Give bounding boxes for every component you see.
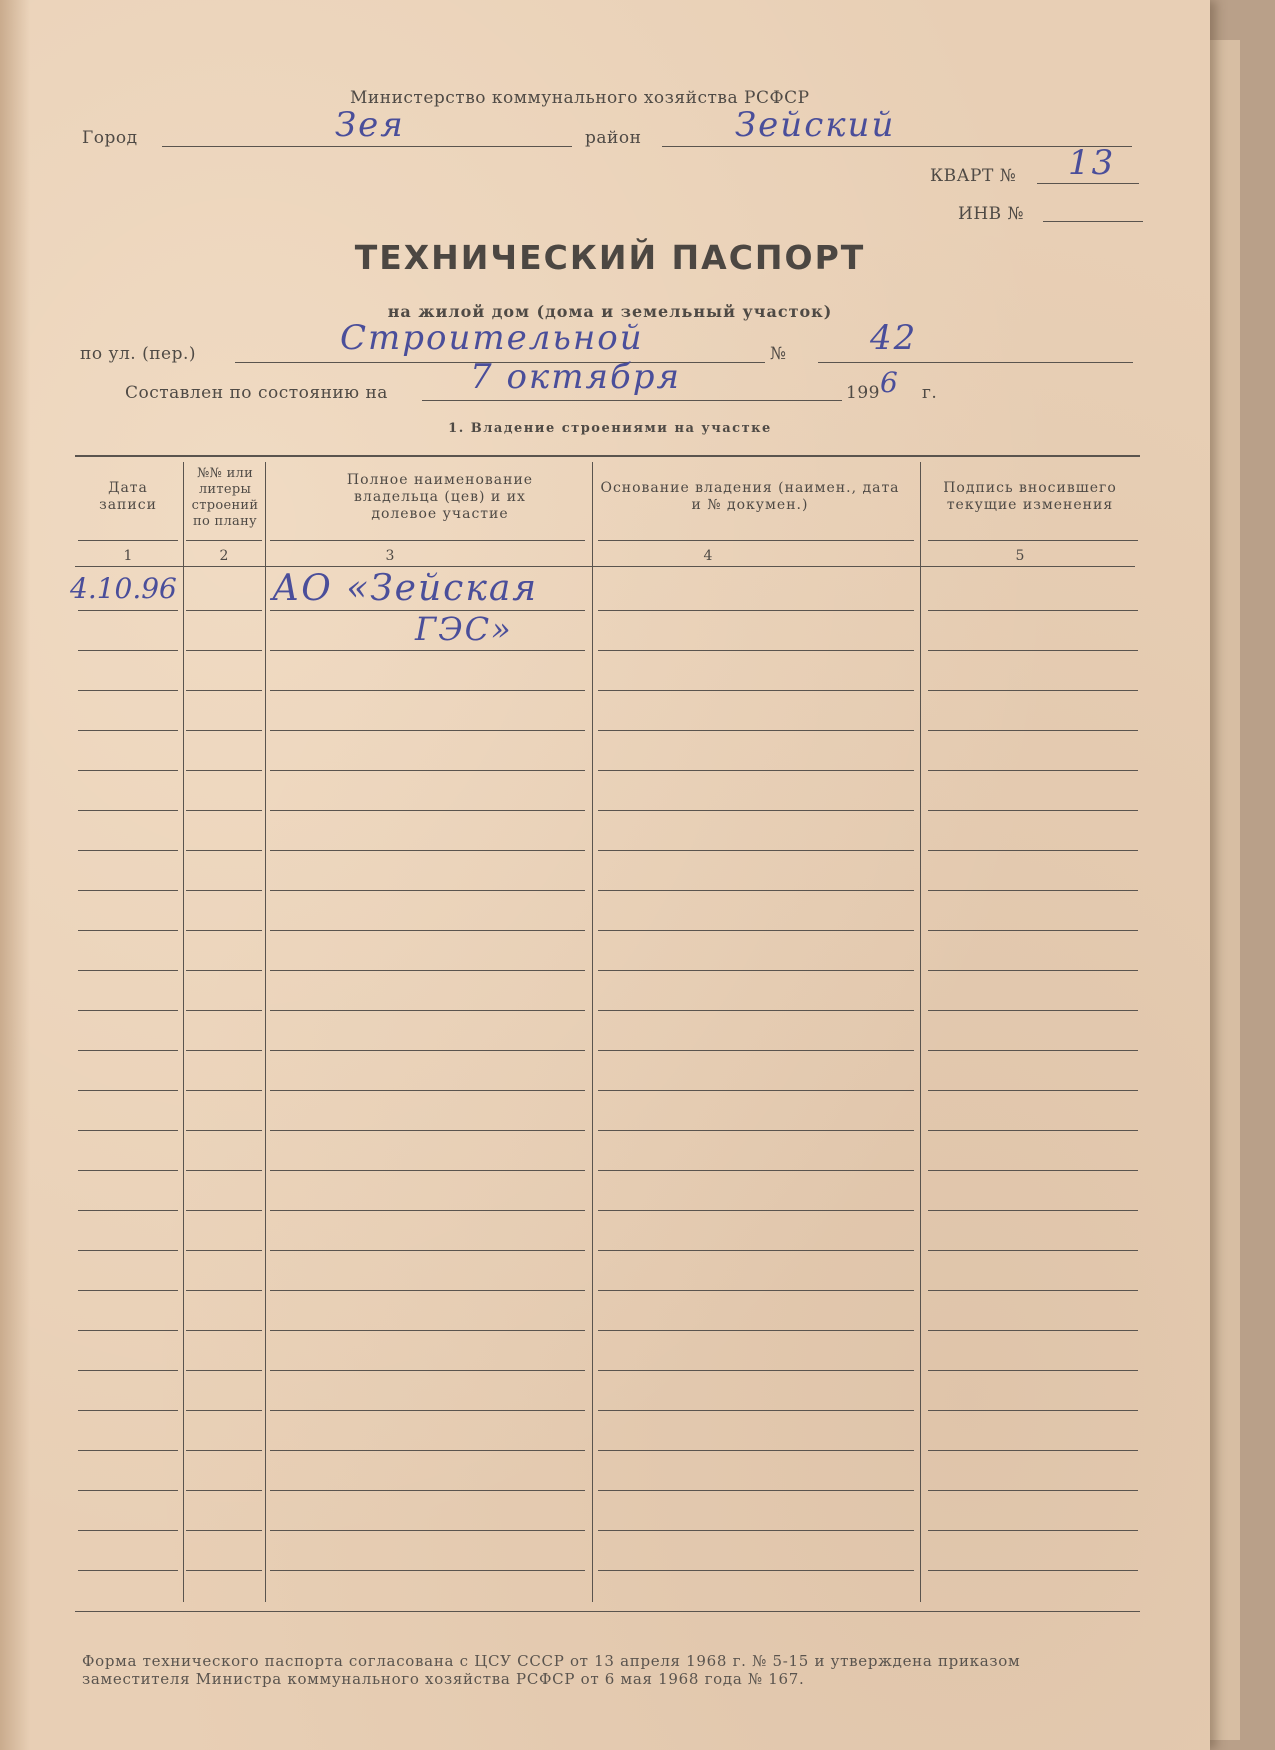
row-rule (270, 1130, 585, 1131)
row-rule (598, 1130, 914, 1131)
row-rule (78, 650, 178, 651)
section-title: 1. Владение строениями на участке (448, 421, 772, 436)
row-rule (928, 730, 1138, 731)
row-rule (186, 650, 262, 651)
col-number-5: 5 (1015, 548, 1025, 564)
row-rule (186, 730, 262, 731)
row-rule (928, 1010, 1138, 1011)
row-rule (270, 1210, 585, 1211)
ministry-heading: Министерство коммунального хозяйства РСФСР (350, 88, 810, 108)
row-rule (186, 610, 262, 611)
row-rule (78, 1570, 178, 1571)
row-rule (270, 730, 585, 731)
district-label: район (585, 128, 642, 148)
row-rule (270, 770, 585, 771)
document-subtitle: на жилой дом (дома и земельный участок) (387, 302, 833, 321)
row-rule (270, 1570, 585, 1571)
header-underline (598, 540, 914, 541)
footer-note: Форма технического паспорта согласована с ЦСУ СССР от 13 апреля 1968 г. № 5-15 и утверждена приказом заместителя Министра коммунального хозяйства РСФСР от 6 мая 1968 года № 167. (82, 1652, 1021, 1688)
col-number-4: 4 (703, 548, 713, 564)
row-rule (78, 1130, 178, 1131)
row-rule (270, 1370, 585, 1371)
row-rule (598, 1410, 914, 1411)
row-rule (928, 1370, 1138, 1371)
row-rule (928, 810, 1138, 811)
header-underline (78, 540, 178, 541)
number-value: 42 (870, 318, 918, 358)
year-prefix: 199 (846, 383, 880, 403)
row-rule (928, 1090, 1138, 1091)
inv-label: ИНВ № (958, 204, 1025, 224)
row-rule (598, 890, 914, 891)
row-rule (186, 1450, 262, 1451)
row-rule (928, 1330, 1138, 1331)
row-rule (186, 1490, 262, 1491)
row-rule (78, 1450, 178, 1451)
col-header-signature: Подпись вносившего текущие изменения (943, 480, 1117, 513)
row-rule (598, 1450, 914, 1451)
row-rule (270, 1090, 585, 1091)
row-rule (78, 1050, 178, 1051)
row-rule (186, 770, 262, 771)
row-rule (598, 810, 914, 811)
year-unit: г. (922, 383, 938, 403)
row-rule (270, 1250, 585, 1251)
row-rule (598, 1530, 914, 1531)
row-rule (186, 1570, 262, 1571)
row-rule (186, 690, 262, 691)
row-rule (186, 1090, 262, 1091)
header-underline (186, 540, 262, 541)
row-rule (78, 1530, 178, 1531)
row-rule (598, 930, 914, 931)
row-rule (928, 890, 1138, 891)
row-rule (928, 1210, 1138, 1211)
row-rule (186, 850, 262, 851)
row-rule (186, 890, 262, 891)
row-rule (598, 1490, 914, 1491)
row-rule (78, 1250, 178, 1251)
row-rule (598, 1570, 914, 1571)
row-rule (270, 1410, 585, 1411)
col-number-3: 3 (385, 548, 395, 564)
row-rule (270, 1490, 585, 1491)
row-rule (270, 1170, 585, 1171)
row-rule (270, 1290, 585, 1291)
table-top-border (75, 455, 1140, 457)
row-rule (78, 810, 178, 811)
row-rule (270, 890, 585, 891)
row-rule (598, 1210, 914, 1211)
row-rule (78, 1290, 178, 1291)
row-rule (186, 970, 262, 971)
row-rule (270, 1450, 585, 1451)
row-rule (78, 610, 178, 611)
row-rule (270, 650, 585, 651)
col-header-letters: №№ или литеры строений по плану (191, 466, 259, 529)
document-title: ТЕХНИЧЕСКИЙ ПАСПОРТ (354, 238, 866, 277)
row-rule (78, 930, 178, 931)
row-rule (186, 1290, 262, 1291)
row-rule (928, 610, 1138, 611)
city-label: Город (82, 128, 138, 148)
header-underline (928, 540, 1138, 541)
composed-label: Составлен по состоянию на (125, 383, 388, 403)
composed-date-line (422, 400, 842, 401)
row-rule (270, 690, 585, 691)
row-rule (928, 970, 1138, 971)
header-underline (270, 540, 585, 541)
row-rule (928, 850, 1138, 851)
row-rule (78, 1010, 178, 1011)
row-rule (78, 1410, 178, 1411)
row-rule (186, 1530, 262, 1531)
kvart-label: КВАРТ № (930, 166, 1017, 186)
row-rule (270, 850, 585, 851)
kvart-field-line (1037, 183, 1139, 184)
row-rule (928, 1570, 1138, 1571)
row-rule (186, 1410, 262, 1411)
row-rule (186, 930, 262, 931)
row-rule (270, 1050, 585, 1051)
street-label: по ул. (пер.) (80, 344, 197, 364)
row-rule (598, 850, 914, 851)
row-rule (928, 650, 1138, 651)
col-number-1: 1 (123, 548, 133, 564)
row-rule (928, 1250, 1138, 1251)
row-rule (78, 1170, 178, 1171)
city-value: Зея (335, 105, 405, 145)
column-divider (183, 462, 184, 1602)
entry-owner-line2: ГЭС» (415, 610, 513, 648)
col-number-2: 2 (219, 548, 229, 564)
column-divider (920, 462, 921, 1602)
row-rule (598, 1330, 914, 1331)
row-rule (598, 1290, 914, 1291)
row-rule (78, 770, 178, 771)
row-rule (78, 970, 178, 971)
row-rule (78, 690, 178, 691)
row-rule (78, 730, 178, 731)
composed-date-value: 7 октября (470, 357, 681, 397)
row-rule (598, 1050, 914, 1051)
row-rule (270, 810, 585, 811)
row-rule (598, 610, 914, 611)
row-rule (598, 1010, 914, 1011)
col-header-date: Дата записи (99, 480, 157, 513)
number-field-line (818, 362, 1133, 363)
row-rule (928, 1450, 1138, 1451)
row-rule (928, 930, 1138, 931)
row-rule (928, 690, 1138, 691)
row-rule (186, 1330, 262, 1331)
col-header-owner: Полное наименование владельца (цев) и их долевое участие (346, 472, 534, 522)
row-rule (270, 930, 585, 931)
row-rule (78, 890, 178, 891)
worn-left-edge (0, 0, 30, 1750)
row-rule (186, 1130, 262, 1131)
row-rule (78, 1330, 178, 1331)
row-rule (78, 850, 178, 851)
row-rule (186, 1210, 262, 1211)
number-label: № (770, 344, 787, 364)
row-rule (186, 810, 262, 811)
row-rule (928, 770, 1138, 771)
row-rule (928, 1410, 1138, 1411)
district-value: Зейский (735, 105, 896, 145)
row-rule (78, 1090, 178, 1091)
row-rule (78, 1210, 178, 1211)
row-rule (186, 1370, 262, 1371)
kvart-value: 13 (1068, 143, 1116, 183)
row-rule (598, 730, 914, 731)
table-bottom-border (75, 1611, 1140, 1612)
row-rule (928, 1290, 1138, 1291)
row-rule (598, 1090, 914, 1091)
row-rule (598, 1250, 914, 1251)
street-value: Строительной (340, 318, 644, 358)
column-divider (265, 462, 266, 1602)
row-rule (598, 1370, 914, 1371)
entry-owner-line1: АО «Зейская (272, 568, 539, 609)
row-rule (270, 970, 585, 971)
row-rule (928, 1170, 1138, 1171)
entry-date: 4.10.96 (70, 572, 177, 605)
row-rule (598, 770, 914, 771)
row-rule (928, 1490, 1138, 1491)
row-rule (928, 1130, 1138, 1131)
row-rule (598, 1170, 914, 1171)
row-rule (186, 1010, 262, 1011)
row-rule (598, 690, 914, 691)
inv-field-line (1043, 221, 1143, 222)
column-numbers-underline (75, 566, 1135, 567)
row-rule (928, 1530, 1138, 1531)
row-rule (186, 1050, 262, 1051)
row-rule (186, 1170, 262, 1171)
row-rule (78, 1370, 178, 1371)
row-rule (270, 1330, 585, 1331)
row-rule (928, 1050, 1138, 1051)
row-rule (598, 970, 914, 971)
row-rule (186, 1250, 262, 1251)
year-suffix: 6 (880, 366, 900, 399)
row-rule (78, 1490, 178, 1491)
row-rule (598, 650, 914, 651)
city-field-line (162, 146, 572, 147)
row-rule (270, 1010, 585, 1011)
district-field-line (662, 146, 1132, 147)
col-header-basis: Основание владения (наимен., дата и № докумен.) (600, 480, 900, 513)
row-rule (270, 1530, 585, 1531)
column-divider (592, 462, 593, 1602)
